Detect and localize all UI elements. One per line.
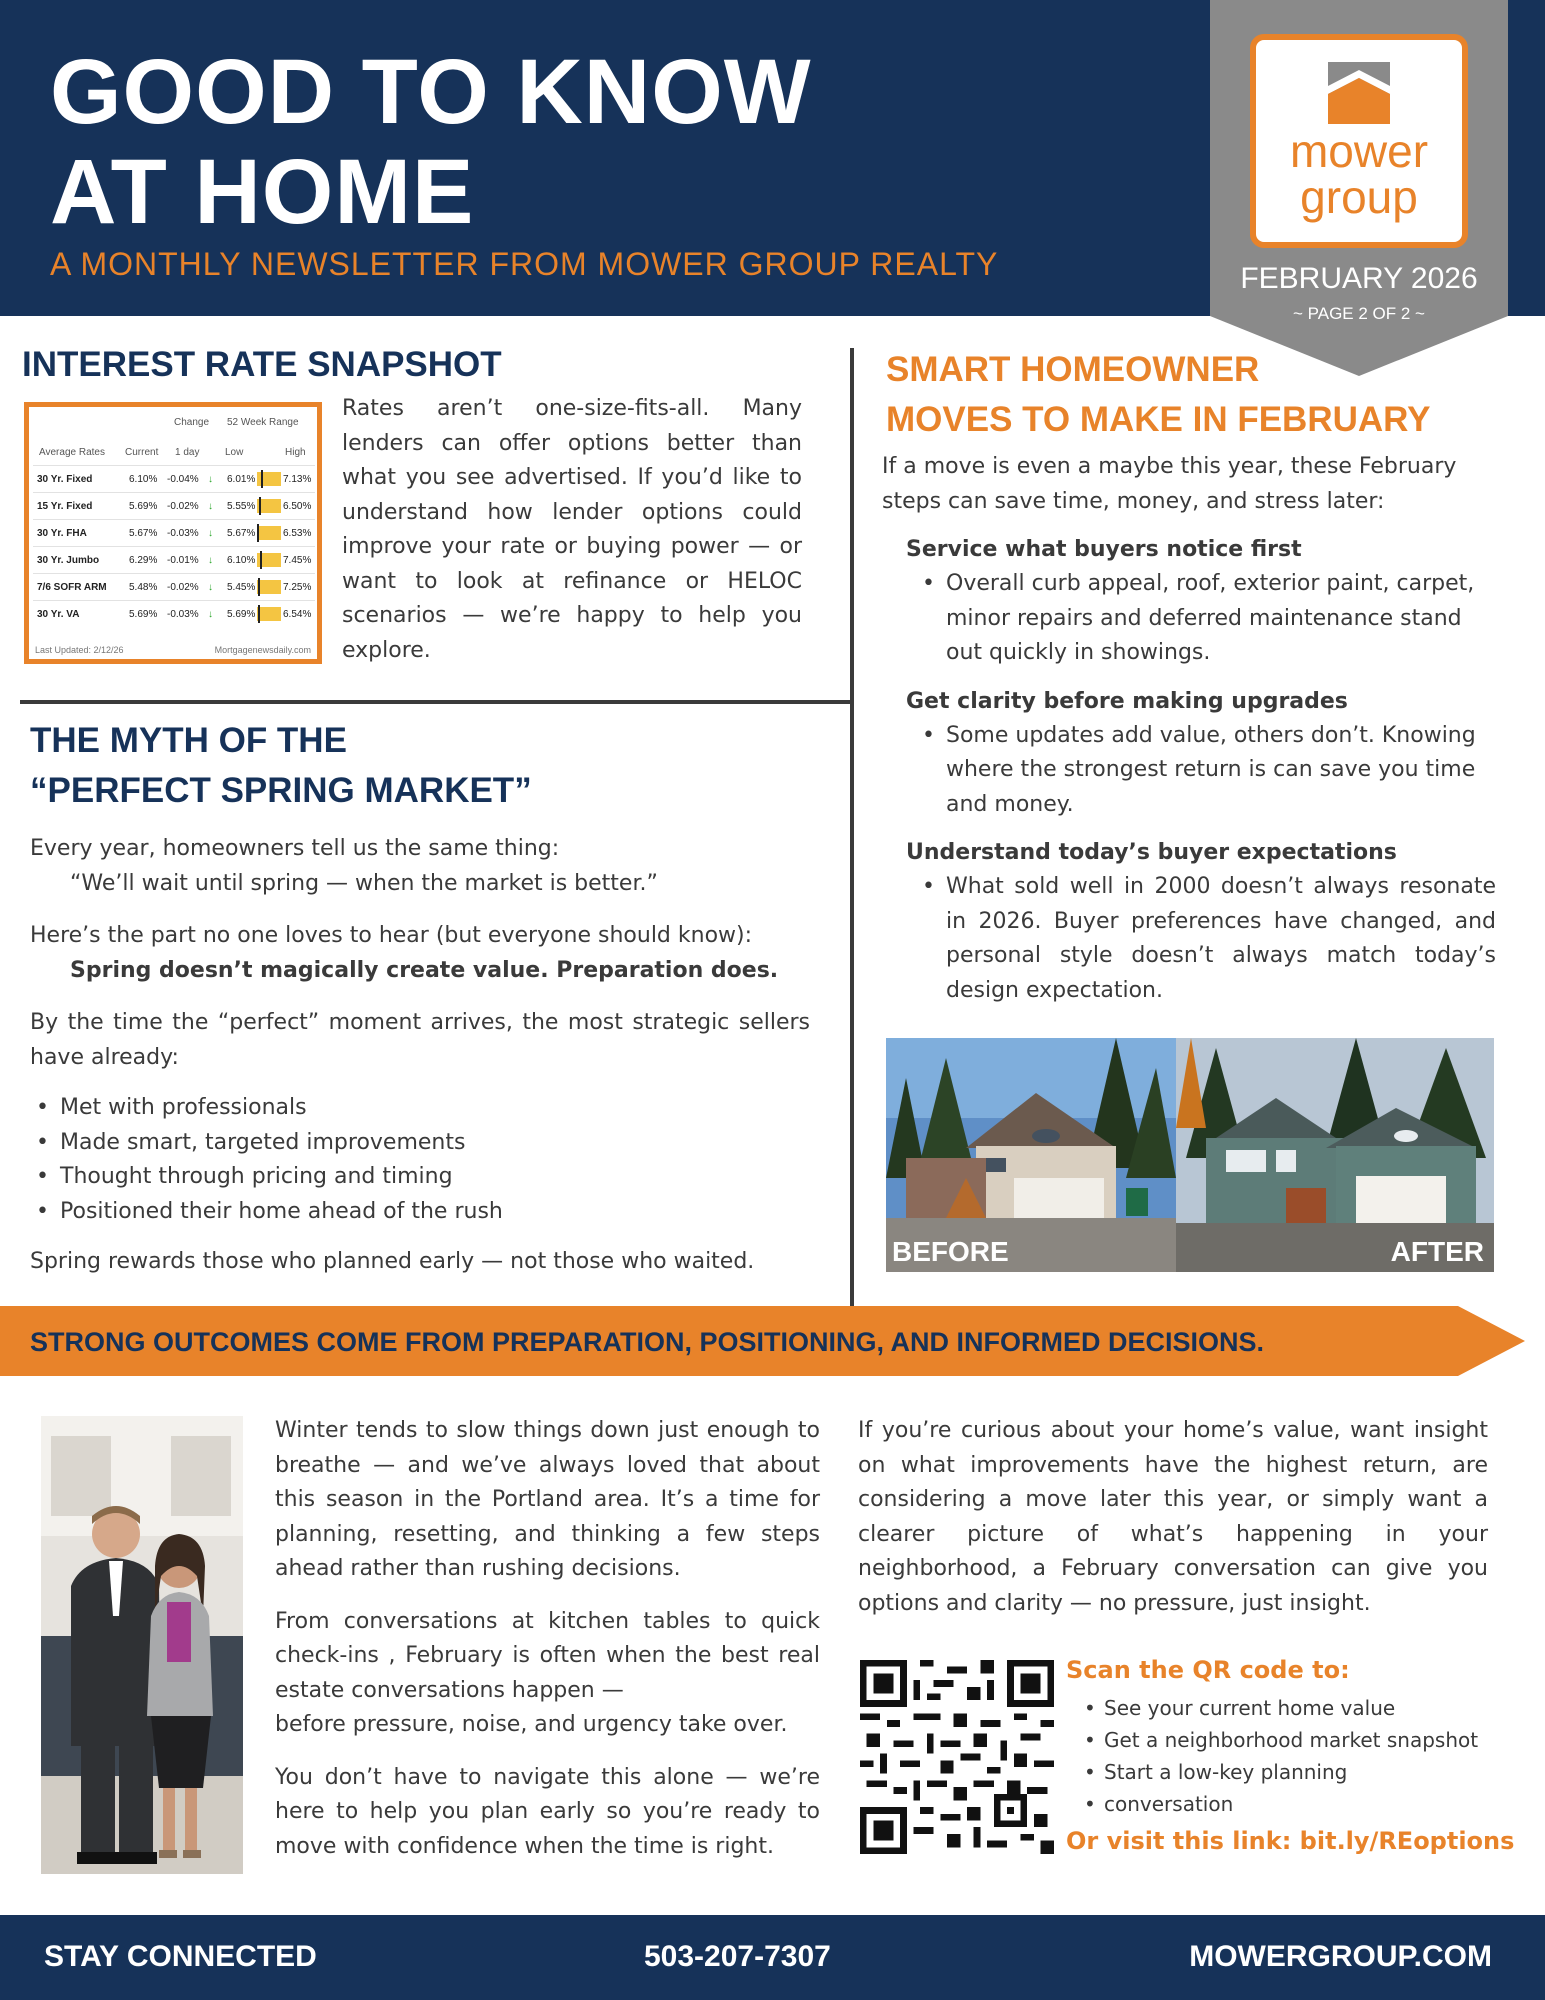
house-roof-icon xyxy=(1328,62,1390,124)
rate-col-name: Average Rates xyxy=(39,447,105,458)
rate-high: 6.54% xyxy=(283,609,312,620)
logo-word-group: group xyxy=(1300,171,1418,223)
rate-col-group-range: 52 Week Range xyxy=(227,417,299,428)
list-item: • conversation xyxy=(1066,1788,1478,1820)
moves-item-bullets xyxy=(906,719,1496,823)
rate-high: 6.50% xyxy=(283,501,312,512)
before-after-photo xyxy=(886,1038,1494,1272)
moves-heading xyxy=(886,345,1430,445)
rate-name: 30 Yr. Fixed xyxy=(37,474,93,485)
list-item: • See your current home value xyxy=(1066,1692,1478,1724)
newsletter-title xyxy=(50,42,1150,242)
myth-bold-statement: Spring doesn’t magically create value. Preparation does. xyxy=(70,957,779,983)
rate-low: 5.67% xyxy=(227,528,256,539)
rate-row xyxy=(33,492,315,519)
rate-col-group-change: Change xyxy=(174,417,210,428)
rate-low: 6.10% xyxy=(227,555,256,566)
rate-high: 7.45% xyxy=(283,555,312,566)
down-arrow-icon: ↓ xyxy=(208,609,213,620)
rate-row xyxy=(33,573,315,600)
rate-row xyxy=(33,600,315,627)
moves-item-title: Get clarity before making upgrades xyxy=(906,688,1348,714)
rate-high: 6.53% xyxy=(283,528,312,539)
letter-paragraph-3: You don’t have to navigate this alone — we’re here to help you plan early so you’re ready to move with confidence when the time is right. xyxy=(275,1764,820,1859)
myth-body xyxy=(30,832,810,1280)
rate-table xyxy=(24,402,322,664)
list-item: • Start a low-key planning xyxy=(1066,1756,1478,1788)
interest-heading: INTEREST RATE SNAPSHOT xyxy=(22,345,502,384)
myth-heading-line-2: “PERFECT SPRING MARKET” xyxy=(30,771,532,810)
rate-low: 5.69% xyxy=(227,609,256,620)
down-arrow-icon: ↓ xyxy=(208,582,213,593)
myth-bullet-list xyxy=(30,1091,810,1229)
rate-col-high: High xyxy=(285,447,306,458)
before-label: BEFORE xyxy=(892,1236,1009,1267)
moves-heading-line-2: MOVES TO MAKE IN FEBRUARY xyxy=(886,400,1431,439)
rate-current: 6.10% xyxy=(129,474,158,485)
list-item: • Thought through pricing and timing xyxy=(30,1160,810,1195)
rate-col-day: 1 day xyxy=(175,447,200,458)
myth-closing: Spring rewards those who planned early — not those who waited. xyxy=(30,1249,755,1274)
down-arrow-icon: ↓ xyxy=(208,528,213,539)
rate-change: -0.03% xyxy=(167,609,199,620)
down-arrow-icon: ↓ xyxy=(208,501,213,512)
column-divider xyxy=(850,348,854,1308)
rate-row xyxy=(33,465,315,492)
letter-paragraph-4: If you’re curious about your home’s value, want insight on what improvements have the highest return, are considering a move later this year, or simply want a clearer picture of what’s happening in your neighborhood, a February conversation can give you options and clarity — no pressure, just insight. xyxy=(858,1418,1488,1616)
title-line-1: GOOD TO KNOW xyxy=(50,41,812,143)
rate-name: 30 Yr. Jumbo xyxy=(37,555,100,566)
moves-heading-line-1: SMART HOMEOWNER xyxy=(886,350,1260,389)
range-marker xyxy=(257,524,259,542)
range-bar xyxy=(257,580,281,594)
list-item: • What sold well in 2000 doesn’t always resonate in 2026. Buyer preferences have changed, and personal style doesn’t always match today’s design expectation. xyxy=(916,870,1496,1008)
rate-current: 5.67% xyxy=(129,528,158,539)
myth-intro: Every year, homeowners tell us the same thing: xyxy=(30,836,560,861)
rate-updated: Last Updated: 2/12/26 xyxy=(35,645,124,655)
range-marker xyxy=(260,551,262,569)
moves-item-title: Understand today’s buyer expectations xyxy=(906,840,1397,865)
moves-item-title: Service what buyers notice first xyxy=(906,537,1302,562)
callout-banner-text: STRONG OUTCOMES COME FROM PREPARATION, POSITIONING, AND INFORMED DECISIONS. xyxy=(30,1327,1265,1357)
list-item: • Positioned their home ahead of the rush xyxy=(30,1195,810,1230)
after-label: AFTER xyxy=(1390,1236,1484,1267)
rate-current: 5.69% xyxy=(129,501,158,512)
moves-item-bullets xyxy=(906,870,1496,1008)
interest-body: Rates aren’t one-size-fits-all. Many lenders can offer options better than what you see advertised. If you’d like to understand how lender options could improve your rate or buying power — or want to look at refinance or HELOC scenarios — we’re happy to help you explore. xyxy=(342,396,802,663)
rate-name: 15 Yr. Fixed xyxy=(37,501,93,512)
moves-list xyxy=(906,533,1496,1008)
rate-low: 6.01% xyxy=(227,474,256,485)
rate-current: 5.48% xyxy=(129,582,158,593)
myth-heading xyxy=(30,716,532,816)
list-item: • Made smart, targeted improvements xyxy=(30,1126,810,1161)
range-bar xyxy=(257,607,281,621)
moves-item-bullets xyxy=(906,567,1496,671)
section-divider xyxy=(20,700,850,704)
letter-paragraph-2b: before pressure, noise, and urgency take over. xyxy=(275,1712,788,1737)
rate-change: -0.03% xyxy=(167,528,199,539)
range-marker xyxy=(259,497,261,515)
list-item: • Overall curb appeal, roof, exterior paint, carpet, minor repairs and deferred maintenance stand out quickly in showings. xyxy=(916,567,1496,671)
rate-low: 5.55% xyxy=(227,501,256,512)
moves-intro: If a move is even a maybe this year, these February steps can save time, money, and stress later: xyxy=(882,454,1457,514)
rate-source: Mortgagenewsdaily.com xyxy=(214,645,311,655)
rate-col-current: Current xyxy=(125,447,159,458)
rate-high: 7.13% xyxy=(283,474,312,485)
down-arrow-icon: ↓ xyxy=(208,474,213,485)
page-number: ~ PAGE 2 OF 2 ~ xyxy=(1293,304,1425,323)
rate-current: 5.69% xyxy=(129,609,158,620)
qr-link[interactable]: Or visit this link: bit.ly/REoptions xyxy=(1066,1827,1515,1855)
rate-col-low: Low xyxy=(225,447,244,458)
footer-website[interactable]: MOWERGROUP.COM xyxy=(1189,1940,1492,1973)
rate-row xyxy=(33,519,315,546)
range-marker xyxy=(261,470,263,488)
rate-name: 7/6 SOFR ARM xyxy=(37,582,107,593)
qr-code[interactable] xyxy=(860,1660,1054,1854)
letter-paragraph-2 xyxy=(275,1605,820,1743)
rate-high: 7.25% xyxy=(283,582,312,593)
rate-row xyxy=(33,546,315,573)
rate-change: -0.02% xyxy=(167,501,199,512)
down-arrow-icon: ↓ xyxy=(208,555,213,566)
myth-setup: By the time the “perfect” moment arrives, the most strategic sellers have already: xyxy=(30,1010,810,1070)
rate-change: -0.02% xyxy=(167,582,199,593)
range-bar xyxy=(257,526,281,540)
range-marker xyxy=(258,605,260,623)
rate-low: 5.45% xyxy=(227,582,256,593)
myth-quote: “We’ll wait until spring — when the market is better.” xyxy=(70,870,658,896)
qr-bullet-list xyxy=(1066,1692,1478,1820)
footer-phone[interactable]: 503-207-7307 xyxy=(644,1940,831,1973)
rate-name: 30 Yr. VA xyxy=(37,609,80,620)
list-item: • Get a neighborhood market snapshot xyxy=(1066,1724,1478,1756)
list-item: • Met with professionals xyxy=(30,1091,810,1126)
rate-current: 6.29% xyxy=(129,555,158,566)
rate-change: -0.01% xyxy=(167,555,199,566)
myth-heading-line-1: THE MYTH OF THE xyxy=(30,721,347,760)
rate-name: 30 Yr. FHA xyxy=(37,528,87,539)
letter-paragraph-2a: From conversations at kitchen tables to quick check-ins , February is often when the best real estate conversations happen — xyxy=(275,1608,820,1703)
issue-date: FEBRUARY 2026 xyxy=(1240,262,1478,295)
agents-photo xyxy=(41,1416,243,1874)
title-line-2: AT HOME xyxy=(50,141,475,243)
range-marker xyxy=(258,578,260,596)
newsletter-subtitle: A MONTHLY NEWSLETTER FROM MOWER GROUP REALTY xyxy=(50,246,999,282)
rate-change: -0.04% xyxy=(167,474,199,485)
logo-word-mower: mower xyxy=(1289,125,1429,177)
logo-wordmark xyxy=(1250,125,1468,223)
letter-column-left xyxy=(275,1414,820,1864)
qr-heading: Scan the QR code to: xyxy=(1066,1656,1350,1684)
list-item: • Some updates add value, others don’t. Knowing where the strongest return is can save you time and money. xyxy=(916,719,1496,823)
footer-stay-connected: STAY CONNECTED xyxy=(44,1940,317,1973)
myth-truth: Here’s the part no one loves to hear (but everyone should know): xyxy=(30,923,753,948)
letter-paragraph-1: Winter tends to slow things down just enough to breathe — and we’ve always loved that about this season in the Portland area. It’s a time for planning, resetting, and thinking a few steps ahead rather than rushing decisions. xyxy=(275,1418,820,1581)
